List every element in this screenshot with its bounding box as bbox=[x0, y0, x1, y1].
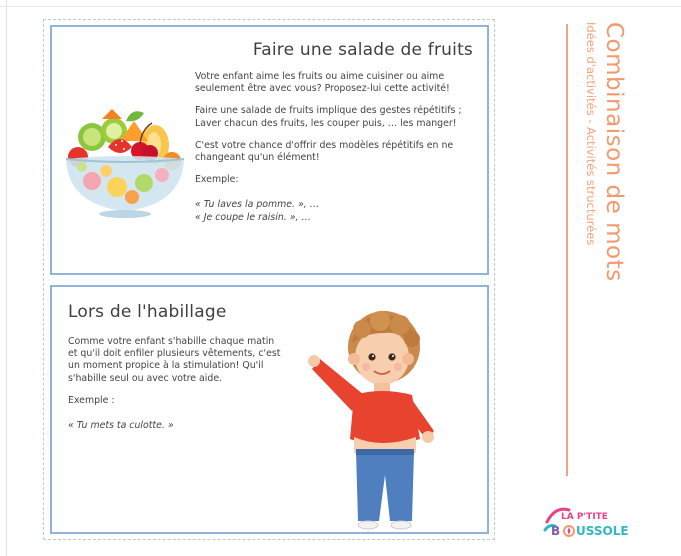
card-body bbox=[68, 336, 286, 432]
paragraph: C'est votre chance d'offrir des modèles répétitifs en ne changeant qu'un élément! bbox=[195, 139, 454, 164]
card-title: Lors de l'habillage bbox=[68, 302, 227, 322]
example-sentence: « Je coupe le raisin. », … bbox=[195, 211, 311, 223]
paragraph: Votre enfant aime les fruits ou aime cuisiner ou aime seulement être avec vous? Proposez-lui cette activité! bbox=[195, 71, 450, 95]
activity-card-fruit-salad bbox=[50, 25, 489, 275]
paragraph: Comme votre enfant s'habille chaque matin et qu'il doit enfiler plusieurs vêtements, c'est un moment propice à la stimulation! Qu'il s'habille seul ou avec votre aide. bbox=[68, 336, 281, 384]
svg-text:B: B bbox=[551, 524, 561, 538]
example-label: Exemple : bbox=[68, 394, 115, 406]
svg-text:LA P'TITE: LA P'TITE bbox=[561, 512, 608, 522]
paragraph: Faire une salade de fruits implique des gestes répétitifs ; Laver chacun des fruits, les couper puis, … les manger! bbox=[195, 105, 462, 129]
fruit-bowl-illustration bbox=[62, 101, 188, 219]
example-label: Exemple: bbox=[195, 174, 239, 186]
card-body bbox=[195, 71, 481, 224]
svg-text:USSOLE: USSOLE bbox=[576, 524, 629, 538]
activity-card-dressing bbox=[50, 285, 489, 534]
document-subtitle: Idées d'activités - Activités structurées bbox=[584, 22, 598, 246]
example-sentence: « Tu laves la pomme. », … bbox=[195, 199, 320, 211]
child-dressing-illustration bbox=[302, 303, 447, 533]
example-sentence: « Tu mets ta culotte. » bbox=[68, 420, 174, 432]
page-edge-top bbox=[0, 6, 681, 7]
brand-logo bbox=[543, 504, 643, 540]
document-title: Combinaison de mots bbox=[601, 22, 627, 282]
page-edge-left bbox=[6, 0, 7, 556]
card-title: Faire une salade de fruits bbox=[252, 40, 473, 60]
divider-line bbox=[566, 24, 568, 476]
